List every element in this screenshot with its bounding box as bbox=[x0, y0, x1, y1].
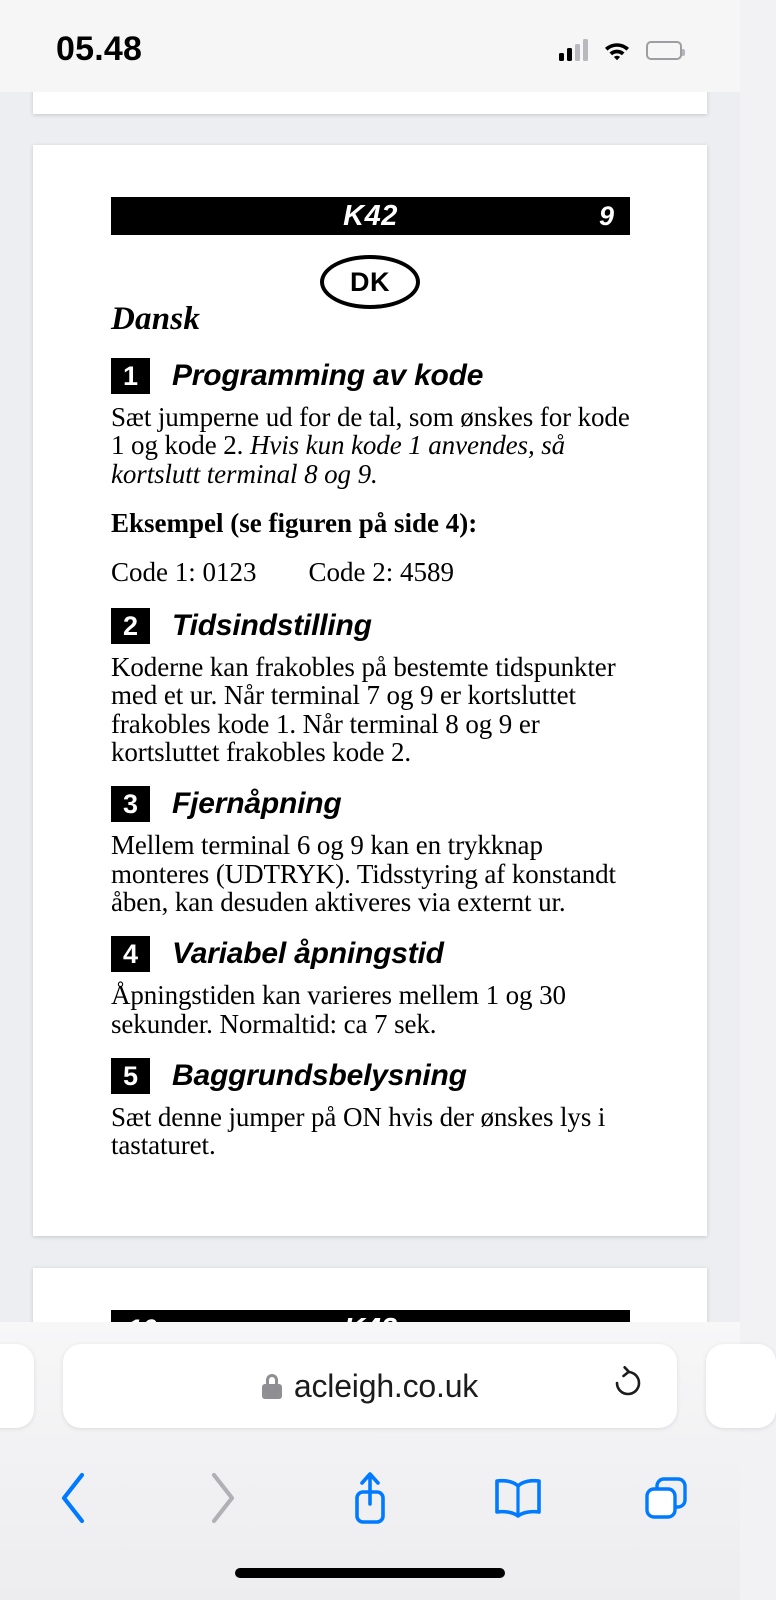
cellular-signal-icon bbox=[559, 39, 588, 61]
status-bar-time: 05.48 bbox=[56, 29, 143, 68]
book-icon bbox=[492, 1476, 544, 1520]
document-title: K42 bbox=[343, 199, 398, 232]
section-2-body: Koderne kan frakobles på bestemte tidspunkter med et ur. Når terminal 7 og 9 er kortsluttet frakobles kode 1. Når terminal 8 og 9 er kortsluttet frakobles kode 2. bbox=[111, 652, 616, 768]
section-4 bbox=[111, 936, 707, 1038]
tabs-button[interactable] bbox=[592, 1450, 740, 1546]
section-1-number: 1 bbox=[111, 358, 150, 394]
share-button[interactable] bbox=[296, 1450, 444, 1546]
home-indicator bbox=[235, 1568, 505, 1578]
section-1-heading bbox=[111, 358, 647, 394]
section-4-title: Variabel åpningstid bbox=[172, 937, 444, 971]
code2-value: 4589 bbox=[400, 557, 455, 588]
browser-bottom-chrome bbox=[0, 1322, 740, 1600]
section-5-body: Sæt denne jumper på ON hvis der ønskes lys i tastaturet. bbox=[111, 1102, 606, 1161]
section-3-body: Mellem terminal 6 og 9 kan en trykknap monteres (UDTRYK). Tidsstyring af konstandt åben, kan desuden aktiveres via externt ur. bbox=[111, 830, 616, 918]
section-1 bbox=[111, 358, 707, 588]
back-chevron-icon bbox=[57, 1471, 91, 1525]
wifi-icon bbox=[603, 40, 631, 61]
section-3-title: Fjernåpning bbox=[172, 787, 342, 821]
country-badge: DK bbox=[320, 255, 420, 309]
section-1-body-italic: Hvis kun kode 1 anvendes, så kortslutt terminal 8 og 9. bbox=[111, 430, 566, 489]
tabs-icon bbox=[642, 1474, 690, 1522]
section-3-heading bbox=[111, 786, 647, 822]
status-bar-icons bbox=[559, 39, 682, 61]
section-2-title: Tidsindstilling bbox=[172, 609, 372, 643]
section-4-heading bbox=[111, 936, 647, 972]
bookmarks-button[interactable] bbox=[444, 1450, 592, 1546]
document-header-bar bbox=[111, 197, 630, 235]
language-heading: Dansk bbox=[111, 301, 201, 337]
battery-icon bbox=[646, 41, 682, 60]
status-bar bbox=[0, 0, 740, 92]
forward-chevron-icon bbox=[205, 1471, 239, 1525]
address-bar[interactable] bbox=[63, 1344, 677, 1428]
section-1-title: Programming av kode bbox=[172, 359, 484, 392]
section-1-codes bbox=[111, 557, 647, 588]
section-5-title: Baggrundsbelysning bbox=[172, 1059, 467, 1093]
section-2-heading bbox=[111, 608, 647, 644]
section-1-example-label: Eksempel (se figuren på side 4): bbox=[111, 508, 478, 539]
section-4-number: 4 bbox=[111, 936, 150, 972]
pdf-viewer[interactable] bbox=[0, 92, 740, 1322]
address-bar-url: acleigh.co.uk bbox=[293, 1367, 479, 1404]
section-5-number: 5 bbox=[111, 1058, 150, 1094]
address-bar-content bbox=[262, 1368, 478, 1405]
pdf-page-current bbox=[33, 145, 707, 1236]
code1-label: Code 1 bbox=[111, 557, 189, 588]
code1-value: 0123 bbox=[202, 557, 257, 588]
document-page-number: 9 bbox=[598, 200, 614, 231]
code1-separator: : bbox=[188, 557, 203, 588]
tab-peek-left[interactable] bbox=[0, 1344, 34, 1428]
reload-icon[interactable] bbox=[611, 1367, 645, 1406]
browser-toolbar bbox=[0, 1450, 740, 1546]
forward-button[interactable] bbox=[148, 1450, 296, 1546]
share-icon bbox=[347, 1468, 393, 1528]
tab-peek-right[interactable] bbox=[706, 1344, 776, 1428]
section-3-number: 3 bbox=[111, 786, 150, 822]
lock-icon bbox=[262, 1374, 282, 1399]
section-5-heading bbox=[111, 1058, 647, 1094]
section-1-body bbox=[111, 403, 647, 488]
section-2-number: 2 bbox=[111, 608, 150, 644]
section-4-body: Åpningstiden kan varieres mellem 1 og 30 sekunder. Normaltid: ca 7 sek. bbox=[111, 980, 566, 1039]
back-button[interactable] bbox=[0, 1450, 148, 1546]
section-3 bbox=[111, 786, 707, 916]
document-content bbox=[33, 145, 707, 1160]
section-2 bbox=[111, 608, 707, 766]
section-5 bbox=[111, 1058, 707, 1160]
code2-label: Code 2: bbox=[308, 557, 394, 588]
section-1-body-plain: Sæt jumperne ud for de tal, som ønskes for kode 1 og kode 2. bbox=[111, 402, 630, 461]
